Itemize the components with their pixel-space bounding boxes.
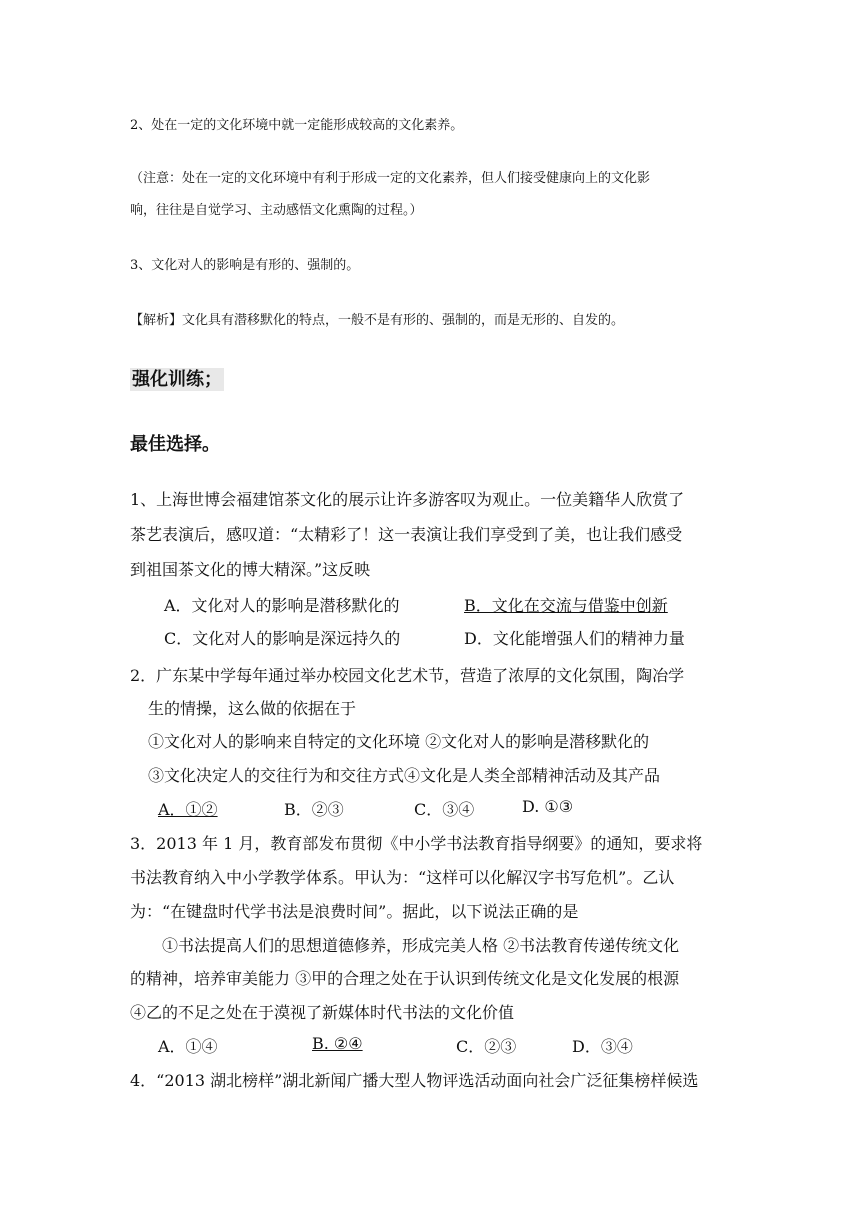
q3-line-2: 书法教育纳入中小学教学体系。甲认为：“这样可以化解汉字书写危机”。乙认 [130, 868, 675, 887]
section-title-text: 强化训练； [132, 369, 222, 390]
q2-option-a-answer: A．①② [158, 800, 218, 819]
q1-option-b-answer: B．文化在交流与借鉴中创新 [464, 596, 668, 615]
analysis-text: 文化具有潜移默化的特点，一般不是有形的、强制的，而是无形的、自发的。 [182, 313, 625, 328]
note-item-2: 2、处在一定的文化环境中就一定能形成较高的文化素养。 [130, 118, 464, 133]
q1-option-a: A．文化对人的影响是潜移默化的 [164, 596, 400, 615]
q3-option-b-answer: B. ②④ [312, 1034, 363, 1053]
note-attention-line-1: （注意：处在一定的文化环境中有利于形成一定的文化素养，但人们接受健康向上的文化影 [130, 171, 651, 186]
q3-line-5: 的精神，培养审美能力 ③甲的合理之处在于认识到传统文化是文化发展的根源 [130, 969, 680, 988]
section-title [130, 365, 224, 391]
q2-line-4: ③文化决定人的交往行为和交往方式④文化是人类全部精神活动及其产品 [148, 766, 661, 785]
q3-line-1: 3．2013 年 1 月，教育部发布贯彻《中小学书法教育指导纲要》的通知，要求将 [130, 834, 703, 853]
analysis-line [130, 309, 624, 328]
q3-option-d: D．③④ [572, 1037, 633, 1056]
q2-line-3: ①文化对人的影响来自特定的文化环境 ②文化对人的影响是潜移默化的 [148, 732, 650, 751]
q3-line-4: ①书法提高人们的思想道德修养，形成完美人格 ②书法教育传递传统文化 [162, 936, 680, 955]
q1-line-2: 茶艺表演后，感叹道：“太精彩了！这一表演让我们享受到了美，也让我们感受 [130, 525, 683, 544]
q1-line-1: 1、上海世博会福建馆茶文化的展示让许多游客叹为观止。一位美籍华人欣赏了 [130, 490, 685, 509]
q3-option-a: A．①④ [158, 1037, 218, 1056]
subsection-title: 最佳选择。 [130, 434, 220, 455]
q2-option-b: B．②③ [284, 800, 344, 819]
q3-line-6: ④乙的不足之处在于漠视了新媒体时代书法的文化价值 [130, 1003, 515, 1022]
q2-line-2: 生的情操，这么做的依据在于 [148, 699, 357, 718]
q1-line-3: 到祖国茶文化的博大精深。”这反映 [130, 560, 371, 579]
q4-line-1: 4．“2013 湖北榜样”湖北新闻广播大型人物评选活动面向社会广泛征集榜样候选 [130, 1071, 699, 1090]
q1-option-d: D．文化能增强人们的精神力量 [464, 629, 685, 648]
note-attention-line-2: 响，往往是自觉学习、主动感悟文化熏陶的过程。） [130, 203, 423, 218]
q2-line-1: 2．广东某中学每年通过举办校园文化艺术节，营造了浓厚的文化氛围，陶冶学 [130, 666, 685, 685]
q2-option-c: C．③④ [414, 800, 475, 819]
q1-option-c: C．文化对人的影响是深远持久的 [164, 629, 401, 648]
note-item-3: 3、文化对人的影响是有形的、强制的。 [130, 258, 360, 273]
q3-option-c: C．②③ [456, 1037, 517, 1056]
analysis-tag: 【解析】 [130, 313, 183, 328]
q3-line-3: 为：“在键盘时代学书法是浪费时间”。据此，以下说法正确的是 [130, 902, 579, 921]
q2-option-d: D. ①③ [522, 797, 574, 816]
